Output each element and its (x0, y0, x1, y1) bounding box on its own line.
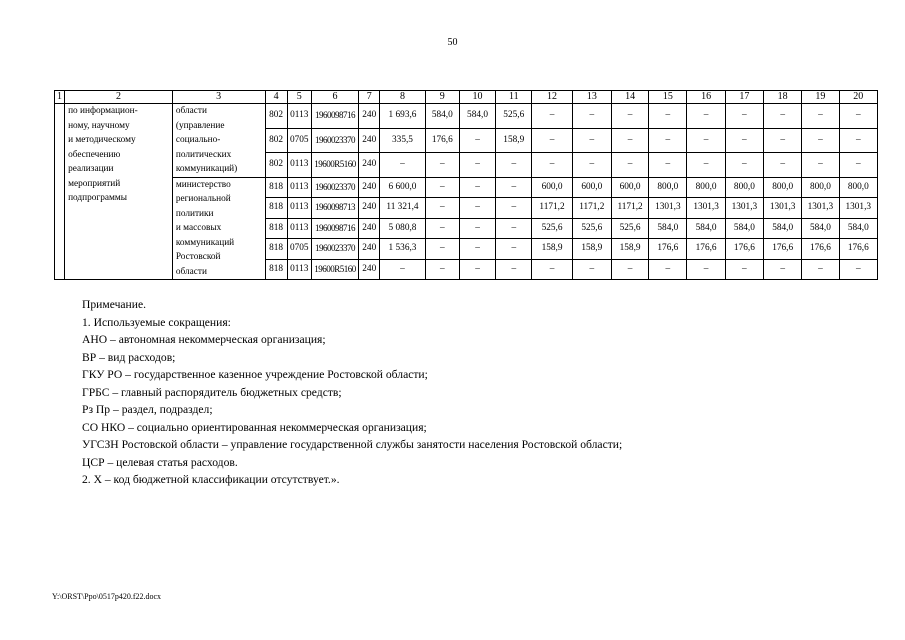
column-header: 1 (55, 91, 65, 104)
value-cell: – (380, 259, 425, 280)
value-cell: – (839, 128, 877, 153)
note-title: Примечание. (82, 298, 146, 311)
value-cell: – (496, 153, 532, 178)
value-cell: 158,9 (572, 239, 611, 260)
note-line: АНО – автономная некоммерческая организация; (82, 333, 326, 346)
value-cell: – (496, 177, 532, 198)
column-header: 11 (496, 91, 532, 104)
code-cell: 0705 (287, 239, 311, 260)
value-cell: – (572, 153, 611, 178)
value-cell: 158,9 (496, 128, 532, 153)
value-cell: – (459, 177, 495, 198)
value-cell: – (649, 104, 687, 129)
column-header: 20 (839, 91, 877, 104)
value-cell: 525,6 (611, 218, 648, 239)
value-cell: 1301,3 (687, 198, 725, 219)
note-line: ГКУ РО – государственное казенное учреждение Ростовской области; (82, 368, 428, 381)
value-cell: – (649, 128, 687, 153)
value-cell: – (725, 104, 763, 129)
code-cell: 1960023370 (311, 177, 358, 198)
value-cell: 600,0 (611, 177, 648, 198)
note-line: 2. Х – код бюджетной классификации отсутствует.». (82, 473, 340, 486)
column-header: 9 (425, 91, 459, 104)
budget-table (54, 90, 878, 280)
value-cell: – (611, 153, 648, 178)
code-cell: 1960023370 (311, 239, 358, 260)
value-cell: – (532, 259, 572, 280)
value-cell: – (764, 104, 802, 129)
value-cell: – (459, 153, 495, 178)
value-cell: – (425, 218, 459, 239)
value-cell: – (839, 259, 877, 280)
column-header: 4 (265, 91, 287, 104)
code-cell: 19600R5160 (311, 153, 358, 178)
code-cell: 1960098716 (311, 218, 358, 239)
value-cell: – (839, 104, 877, 129)
column-header: 7 (359, 91, 380, 104)
value-cell: – (764, 259, 802, 280)
value-cell: 600,0 (532, 177, 572, 198)
code-cell: 0113 (287, 198, 311, 219)
value-cell: 584,0 (459, 104, 495, 129)
value-cell: – (764, 153, 802, 178)
value-cell: 584,0 (425, 104, 459, 129)
cell-text-line: министерство (175, 179, 231, 190)
note-section (82, 296, 622, 489)
cell-text-line: ному, научному (68, 120, 130, 131)
cell-text-line: политики (175, 208, 214, 219)
table-text-cell (172, 104, 265, 178)
value-cell: – (802, 128, 839, 153)
value-cell: 5 080,8 (380, 218, 425, 239)
value-cell: – (532, 153, 572, 178)
value-cell: 11 321,4 (380, 198, 425, 219)
file-path-footer: Y:\ORST\Ppo\0517p420.f22.docx (52, 592, 162, 601)
cell-text-line: области (175, 266, 207, 277)
code-cell: 240 (359, 177, 380, 198)
column-header: 13 (572, 91, 611, 104)
code-cell: 818 (265, 198, 287, 219)
value-cell: 176,6 (764, 239, 802, 260)
column-header: 14 (611, 91, 648, 104)
value-cell: – (611, 259, 648, 280)
value-cell: – (839, 153, 877, 178)
column-header: 12 (532, 91, 572, 104)
value-cell: – (687, 259, 725, 280)
value-cell: 600,0 (572, 177, 611, 198)
note-line: ЦСР – целевая статья расходов. (82, 455, 238, 469)
value-cell: 1171,2 (611, 198, 648, 219)
value-cell: 1301,3 (725, 198, 763, 219)
value-cell: 800,0 (725, 177, 763, 198)
value-cell: – (459, 128, 495, 153)
value-cell: – (572, 259, 611, 280)
column-header: 10 (459, 91, 495, 104)
value-cell: – (611, 104, 648, 129)
value-cell: 800,0 (839, 177, 877, 198)
value-cell: – (725, 259, 763, 280)
value-cell: 176,6 (687, 239, 725, 260)
table-text-cell (172, 177, 265, 280)
value-cell: – (425, 177, 459, 198)
value-cell: – (496, 218, 532, 239)
code-cell: 818 (265, 218, 287, 239)
value-cell: 1301,3 (649, 198, 687, 219)
value-cell: – (687, 128, 725, 153)
value-cell: – (459, 239, 495, 260)
value-cell: 176,6 (802, 239, 839, 260)
code-cell: 802 (265, 104, 287, 129)
value-cell: – (425, 259, 459, 280)
note-line: ГРБС – главный распорядитель бюджетных средств; (82, 385, 342, 399)
code-cell: 818 (265, 177, 287, 198)
value-cell: 1301,3 (764, 198, 802, 219)
code-cell: 240 (359, 239, 380, 260)
value-cell: – (611, 128, 648, 153)
value-cell: – (496, 259, 532, 280)
cell-text-line: реализации (68, 164, 114, 174)
value-cell: 176,6 (425, 128, 459, 153)
row-number-cell (55, 104, 65, 280)
value-cell: – (425, 153, 459, 178)
value-cell: 584,0 (687, 218, 725, 239)
value-cell: – (725, 128, 763, 153)
value-cell: 800,0 (649, 177, 687, 198)
value-cell: 584,0 (649, 218, 687, 239)
column-header: 2 (65, 91, 173, 104)
cell-text-line: и методическому (68, 135, 136, 145)
column-header: 19 (802, 91, 839, 104)
value-cell: 584,0 (725, 218, 763, 239)
cell-text-line: политических (175, 149, 232, 160)
value-cell: 1301,3 (839, 198, 877, 219)
column-header: 17 (725, 91, 763, 104)
cell-text-line: региональной (175, 194, 231, 204)
value-cell: – (532, 128, 572, 153)
value-cell: – (802, 259, 839, 280)
code-cell: 240 (359, 218, 380, 239)
code-cell: 240 (359, 198, 380, 219)
note-line: СО НКО – социально ориентированная некоммерческая организация; (82, 420, 427, 434)
value-cell: 1301,3 (802, 198, 839, 219)
value-cell: – (459, 198, 495, 219)
table-header-row (55, 91, 878, 104)
value-cell: – (802, 153, 839, 178)
cell-text-line: социально- (175, 135, 221, 145)
cell-text-line: Ростовской (175, 252, 221, 262)
value-cell: – (496, 239, 532, 260)
code-cell: 1960023370 (311, 128, 358, 153)
cell-text-line: по информацион- (68, 106, 138, 116)
column-header: 3 (172, 91, 265, 104)
value-cell: – (459, 218, 495, 239)
code-cell: 818 (265, 259, 287, 280)
value-cell: 176,6 (725, 239, 763, 260)
value-cell: – (802, 104, 839, 129)
note-line: 1. Используемые сокращения: (82, 315, 231, 329)
value-cell: 1171,2 (532, 198, 572, 219)
cell-text-line: и массовых (175, 223, 222, 233)
code-cell: 818 (265, 239, 287, 260)
value-cell: – (649, 153, 687, 178)
value-cell: – (687, 153, 725, 178)
value-cell: – (649, 259, 687, 280)
value-cell: – (425, 198, 459, 219)
code-cell: 0113 (287, 104, 311, 129)
value-cell: – (532, 104, 572, 129)
cell-text-line: коммуникаций) (175, 164, 238, 174)
value-cell: – (764, 128, 802, 153)
code-cell: 240 (359, 259, 380, 280)
value-cell: 6 600,0 (380, 177, 425, 198)
cell-text-line: подпрограммы (68, 193, 128, 203)
cell-text-line: обеспечению (68, 149, 121, 160)
code-cell: 240 (359, 153, 380, 178)
cell-text-line: (управление (175, 120, 225, 131)
cell-text-line: коммуникаций (175, 237, 235, 248)
value-cell: – (496, 198, 532, 219)
table-row (55, 177, 878, 198)
code-cell: 0113 (287, 259, 311, 280)
value-cell: 800,0 (802, 177, 839, 198)
note-line: Рз Пр – раздел, подраздел; (82, 403, 213, 416)
column-header: 15 (649, 91, 687, 104)
note-line: УГСЗН Ростовской области – управление государственной службы занятости населения Ростовской области; (82, 438, 623, 451)
code-cell: 0113 (287, 177, 311, 198)
column-header: 8 (380, 91, 425, 104)
value-cell: 584,0 (802, 218, 839, 239)
cell-text-line: области (175, 106, 207, 116)
value-cell: 800,0 (764, 177, 802, 198)
code-cell: 0113 (287, 218, 311, 239)
value-cell: 158,9 (532, 239, 572, 260)
code-cell: 240 (359, 128, 380, 153)
cell-text-line: мероприятий (68, 178, 121, 189)
table-text-cell (65, 104, 173, 280)
value-cell: 800,0 (687, 177, 725, 198)
code-cell: 0113 (287, 153, 311, 178)
code-cell: 1960098713 (311, 198, 358, 219)
column-header: 16 (687, 91, 725, 104)
code-cell: 1960098716 (311, 104, 358, 129)
code-cell: 19600R5160 (311, 259, 358, 280)
value-cell: 584,0 (839, 218, 877, 239)
value-cell: 1 693,6 (380, 104, 425, 129)
value-cell: 176,6 (649, 239, 687, 260)
value-cell: 525,6 (572, 218, 611, 239)
code-cell: 240 (359, 104, 380, 129)
value-cell: 525,6 (496, 104, 532, 129)
column-header: 18 (764, 91, 802, 104)
value-cell: – (687, 104, 725, 129)
value-cell: – (572, 128, 611, 153)
value-cell: – (572, 104, 611, 129)
value-cell: 176,6 (839, 239, 877, 260)
column-header: 6 (311, 91, 358, 104)
column-header: 5 (287, 91, 311, 104)
value-cell: 1171,2 (572, 198, 611, 219)
value-cell: – (425, 239, 459, 260)
value-cell: 1 536,3 (380, 239, 425, 260)
value-cell: – (380, 153, 425, 178)
value-cell: 158,9 (611, 239, 648, 260)
value-cell: 584,0 (764, 218, 802, 239)
page-number: 50 (447, 37, 458, 48)
value-cell: – (725, 153, 763, 178)
table-row (55, 104, 878, 129)
value-cell: 525,6 (532, 218, 572, 239)
value-cell: – (459, 259, 495, 280)
note-line: ВР – вид расходов; (82, 350, 176, 364)
code-cell: 802 (265, 128, 287, 153)
value-cell: 335,5 (380, 128, 425, 153)
code-cell: 0705 (287, 128, 311, 153)
code-cell: 802 (265, 153, 287, 178)
